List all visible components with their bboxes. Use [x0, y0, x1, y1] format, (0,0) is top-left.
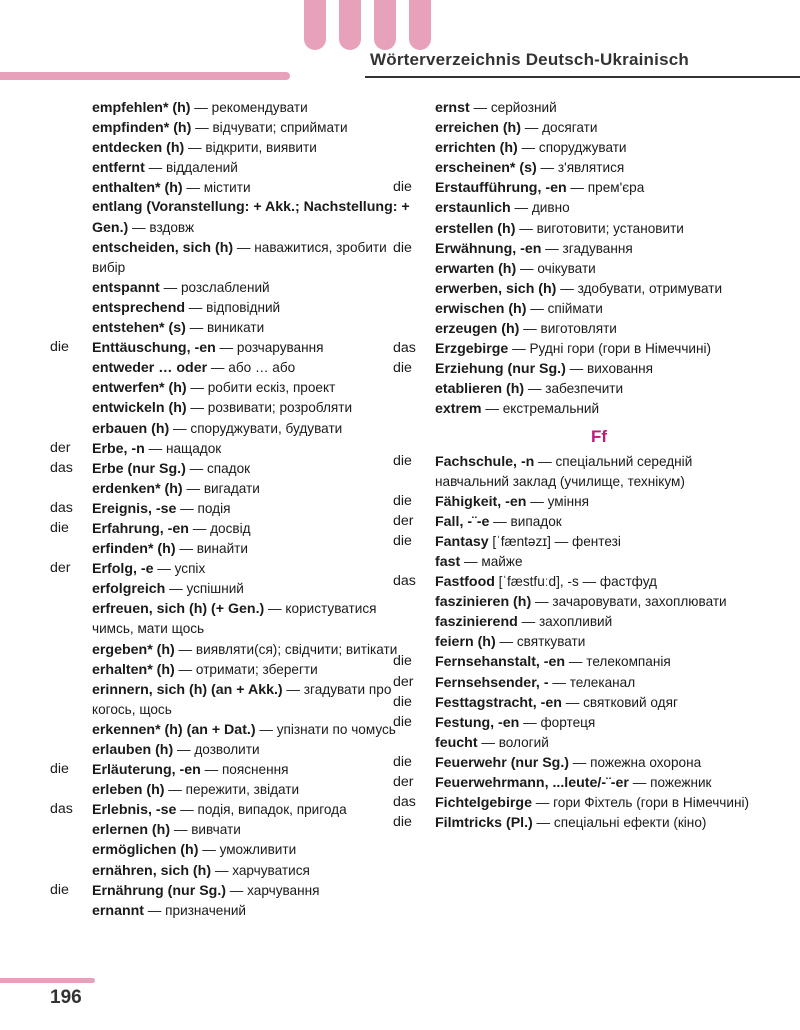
entry-term: erstellen (h): [435, 220, 516, 237]
entry-translation: — згадування: [541, 240, 633, 256]
entry-translation: — досвід: [188, 520, 251, 536]
dictionary-entry: [393, 652, 763, 672]
entry-term: Enttäuschung, -en: [92, 340, 216, 357]
dictionary-entry: [393, 158, 763, 178]
entry-translation: — уміння: [526, 493, 589, 509]
entry-translation: — телекомпанія: [565, 654, 671, 670]
header-decor-bar: [0, 72, 290, 80]
entry-term: entwickeln (h): [92, 400, 187, 417]
dictionary-entry: [50, 861, 420, 881]
entry-term: erdenken* (h): [92, 480, 183, 497]
dictionary-entry: [50, 599, 420, 639]
entry-term: enthalten* (h): [92, 180, 183, 197]
entry-term: ergeben* (h): [92, 641, 175, 658]
dictionary-entry: [393, 733, 763, 753]
dictionary-entry: [50, 740, 420, 760]
entry-term: Feuerwehrmann, ...leute/-¨-er: [435, 775, 629, 791]
dictionary-entry: [50, 539, 420, 559]
header-underline: [365, 76, 800, 78]
entry-article: die: [393, 814, 412, 831]
entry-term: Ereignis, -se: [92, 500, 177, 517]
dictionary-column-right: [393, 98, 763, 833]
dictionary-entry: [50, 378, 420, 398]
entry-term: erbauen (h): [92, 420, 170, 437]
dictionary-entry: [393, 753, 763, 773]
entry-term: Erlebnis, -se: [92, 802, 177, 819]
entry-term: Erfolg, -e: [92, 561, 154, 578]
entry-term: entstehen* (s): [92, 320, 186, 337]
entry-term: Erbe (nur Sg.): [92, 460, 186, 477]
entry-article: das: [393, 340, 416, 357]
entry-translation: — харчування: [226, 882, 320, 898]
dictionary-entry: [50, 760, 420, 780]
dictionary-entry: [393, 673, 763, 693]
entry-translation: — споруджувати: [517, 140, 627, 156]
dictionary-entry: [50, 398, 420, 418]
dictionary-entry: [393, 793, 763, 813]
entry-translation: — очікувати: [516, 260, 596, 276]
entries-letter-e: [393, 98, 763, 420]
entry-term: feiern (h): [435, 634, 496, 651]
entry-translation: — здобувати, отримувати: [556, 280, 723, 296]
entry-term: Erzgebirge: [435, 341, 509, 358]
entry-term: Erstaufführung, -en: [435, 180, 567, 197]
entry-term: erstaunlich: [435, 200, 511, 217]
entry-term: fast: [435, 553, 461, 570]
dictionary-entry: [50, 780, 420, 800]
entry-translation: — виготовляти: [519, 321, 617, 337]
entry-term: entsprechend: [92, 299, 186, 316]
entry-translation: — серйозний: [469, 100, 557, 115]
dictionary-entry: [50, 318, 420, 338]
entry-translation: — нащадок: [144, 440, 222, 456]
entry-translation: — Рудні гори (гори в Німеччині): [508, 341, 712, 357]
entry-term: erfinden* (h): [92, 541, 176, 558]
entry-translation: — телеканал: [548, 674, 636, 690]
entry-translation: — упізнати по чомусь: [255, 721, 396, 737]
entry-translation: — згадувати про когось, щось: [92, 681, 392, 717]
dictionary-entry: [393, 299, 763, 319]
dictionary-entry: [50, 840, 420, 860]
footer-decor-bar: [0, 978, 95, 983]
entry-term: erfreuen, sich (h) (+ Gen.): [92, 601, 265, 618]
entry-article: der: [393, 774, 414, 790]
entry-term: erlernen (h): [92, 822, 171, 839]
entry-term: Fernsehsender, -: [435, 674, 549, 691]
dictionary-entry: [393, 359, 763, 379]
entry-translation: — спеціальні ефекти (кіно): [532, 815, 707, 831]
dictionary-entry: [393, 572, 763, 592]
dictionary-entry: [50, 278, 420, 298]
dictionary-entry: [393, 552, 763, 572]
dictionary-entry: [393, 138, 763, 158]
entry-term: erwerben, sich (h): [435, 280, 557, 297]
dictionary-entry: [393, 773, 763, 793]
dictionary-entry: [393, 813, 763, 833]
entry-term: erzeugen (h): [435, 321, 520, 338]
entry-translation: — успіх: [153, 561, 206, 577]
dictionary-entry: [50, 640, 420, 660]
dictionary-entry: [50, 881, 420, 901]
entry-term: etablieren (h): [435, 381, 525, 398]
entry-translation: — призначений: [144, 902, 247, 918]
entry-translation: — вигадати: [182, 480, 260, 496]
dictionary-entry: [393, 259, 763, 279]
entry-article: das: [393, 573, 416, 590]
dictionary-entry: [393, 713, 763, 733]
entry-article: das: [50, 499, 73, 516]
dictionary-entry: [50, 820, 420, 840]
entry-translation: — отримати; зберегти: [174, 661, 318, 677]
entry-translation: — майже: [460, 553, 523, 569]
entry-translation: — відповідний: [185, 299, 281, 315]
entry-translation: — пожежник: [628, 775, 712, 790]
dictionary-entry: [393, 399, 763, 419]
entry-term: erleben (h): [92, 782, 165, 799]
dictionary-entry: [50, 419, 420, 439]
page-title: Wörterverzeichnis Deutsch-Ukrainisch: [370, 50, 689, 69]
entry-translation: [ˈfæstfuːd], -s — фастфуд: [494, 574, 657, 590]
dictionary-entry: [393, 379, 763, 399]
dictionary-entry: [50, 98, 420, 118]
dictionary-entry: [50, 439, 420, 459]
entry-term: Erwähnung, -en: [435, 240, 542, 257]
entry-translation: — розслаблений: [159, 279, 270, 295]
dictionary-entry: [393, 219, 763, 239]
entry-translation: — винайти: [175, 541, 248, 557]
entry-term: entfernt: [92, 160, 145, 177]
entry-term: ermöglichen (h): [92, 842, 199, 859]
entry-article: das: [393, 794, 416, 811]
dictionary-entry: [393, 198, 763, 218]
entry-term: Fall, -¨-e: [435, 513, 490, 530]
entry-translation: — святкувати: [495, 634, 586, 650]
entry-translation: — подія, випадок, пригода: [176, 802, 347, 818]
dictionary-entry: [50, 158, 420, 178]
dictionary-entry: [50, 559, 420, 579]
entry-term: Ernährung (nur Sg.): [92, 882, 226, 899]
entry-translation: — пожежна охорона: [569, 754, 702, 770]
dictionary-entry: [393, 632, 763, 652]
entry-term: Fantasy: [435, 533, 489, 550]
entry-term: Fähigkeit, -en: [435, 493, 527, 510]
entry-article: die: [50, 881, 69, 898]
entry-term: Fachschule, -n: [435, 453, 535, 470]
entry-translation: — забезпечити: [524, 381, 624, 397]
entry-translation: — споруджувати, будувати: [169, 420, 343, 436]
entry-translation: — спіймати: [526, 300, 603, 316]
dictionary-entry: [50, 459, 420, 479]
dictionary-entry: [393, 118, 763, 138]
dictionary-entry: [393, 319, 763, 339]
entry-article: die: [393, 753, 412, 770]
entry-translation: — фортеця: [519, 714, 596, 730]
entry-term: entscheiden, sich (h): [92, 239, 234, 256]
entry-translation: — гори Фіхтель (гори в Німеччині): [531, 795, 750, 811]
entry-term: entspannt: [92, 279, 160, 296]
entry-article: der: [50, 560, 71, 577]
entry-translation: — спеціальний середній навчальний заклад (училище, технікум): [435, 453, 693, 489]
entry-article: die: [393, 179, 412, 196]
dictionary-entry: [393, 612, 763, 632]
entry-translation: — виховання: [565, 361, 654, 377]
entry-translation: — робити ескіз, проект: [186, 380, 336, 396]
header-decor-stripe: [339, 0, 361, 50]
entry-translation: — користуватися чимсь, мати щось: [92, 601, 377, 637]
entry-translation: — пояснення: [200, 762, 289, 778]
entry-term: Festtagstracht, -en: [435, 694, 562, 711]
dictionary-entry: [393, 592, 763, 612]
entry-term: entlang (Voranstellung: + Akk.; Nachstellung: + Gen.): [92, 199, 410, 236]
entry-term: erhalten* (h): [92, 661, 175, 678]
entry-translation: — вологий: [477, 734, 549, 750]
dictionary-entry: [393, 492, 763, 512]
page-number: 196: [50, 987, 82, 1008]
dictionary-entry: [393, 279, 763, 299]
entry-article: die: [393, 532, 412, 549]
entry-term: Fernsehanstalt, -en: [435, 654, 566, 671]
entry-term: erwischen (h): [435, 300, 527, 317]
entry-term: erlauben (h): [92, 742, 174, 758]
entry-translation: — святковий одяг: [561, 694, 678, 710]
entry-article: der: [393, 512, 414, 529]
letter-heading: Ff: [590, 426, 608, 446]
dictionary-entry: [50, 138, 420, 158]
entry-term: empfinden* (h): [92, 120, 192, 137]
dictionary-entry: [393, 339, 763, 359]
entry-translation: — спадок: [185, 460, 251, 476]
entry-translation: — або … або: [207, 360, 296, 376]
entry-term: empfehlen* (h): [92, 100, 191, 116]
entry-term: entweder … oder: [92, 360, 208, 377]
entry-term: Erläuterung, -en: [92, 762, 201, 779]
entry-translation: — вздовж: [128, 219, 195, 235]
dictionary-entry: [393, 532, 763, 552]
entry-term: entdecken (h): [92, 140, 185, 157]
entry-article: die: [393, 239, 412, 256]
entry-term: errichten (h): [435, 140, 518, 157]
entry-term: Erbe, -n: [92, 440, 145, 457]
dictionary-entry: [50, 479, 420, 499]
entry-translation: — вивчати: [170, 822, 241, 838]
entry-translation: — харчуватися: [211, 862, 310, 878]
entry-translation: — дозволити: [173, 742, 260, 757]
dictionary-entry: [393, 693, 763, 713]
entry-term: Erziehung (nur Sg.): [435, 361, 566, 378]
entry-term: Festung, -en: [435, 714, 520, 731]
entry-article: die: [393, 452, 412, 469]
entry-term: faszinieren (h): [435, 594, 532, 611]
entry-article: das: [50, 801, 73, 818]
entry-article: das: [50, 459, 73, 476]
dictionary-entry: [50, 198, 420, 237]
entry-translation: — захопливий: [517, 614, 613, 630]
entry-translation: — досягати: [520, 120, 598, 136]
dictionary-entry: [393, 98, 763, 118]
header-decor-stripe: [409, 0, 431, 50]
entry-translation: — випадок: [489, 513, 562, 529]
dictionary-entry: [50, 499, 420, 519]
entry-article: die: [393, 693, 412, 710]
entry-translation: — виготовити; установити: [515, 220, 684, 236]
entry-term: Fichtelgebirge: [435, 795, 532, 812]
entry-translation: — розчарування: [215, 340, 324, 356]
dictionary-entry: [50, 579, 420, 599]
dictionary-entry: [50, 901, 420, 921]
entry-translation: — уможливити: [198, 842, 297, 858]
entry-translation: — пережити, звідати: [164, 782, 300, 798]
dictionary-entry: [50, 800, 420, 820]
entry-translation: — рекомендувати: [190, 100, 308, 115]
header-decor-stripe: [304, 0, 326, 50]
entry-article: die: [393, 360, 412, 377]
entry-translation: — успішний: [165, 581, 244, 597]
entry-translation: — подія: [176, 500, 231, 516]
entry-translation: — наважитися, зробити вибір: [92, 239, 387, 275]
entry-article: die: [50, 339, 69, 356]
entry-translation: — містити: [182, 180, 251, 196]
dictionary-entry: [50, 338, 420, 358]
entry-term: faszinierend: [435, 614, 518, 631]
entry-article: die: [50, 519, 69, 536]
dictionary-entry: [50, 298, 420, 318]
entry-translation: — відкрити, виявити: [184, 140, 317, 156]
entry-article: die: [50, 761, 69, 778]
entry-translation: — відчувати; сприймати: [191, 120, 348, 136]
entry-translation: — дивно: [510, 200, 570, 216]
dictionary-entry: [393, 178, 763, 198]
dictionary-entry: [50, 660, 420, 680]
entry-term: Filmtricks (Pl.): [435, 815, 533, 832]
entry-term: ernähren, sich (h): [92, 862, 212, 879]
entry-translation: — прем'єра: [566, 180, 645, 196]
dictionary-entry: [393, 239, 763, 259]
dictionary-column-left: [50, 98, 420, 921]
entry-article: der: [50, 439, 71, 456]
entry-translation: — зачаровувати, захоплювати: [531, 594, 727, 610]
entry-term: extrem: [435, 401, 482, 418]
dictionary-entry: [50, 519, 420, 539]
dictionary-entry: [50, 358, 420, 378]
entry-term: feucht: [435, 734, 478, 751]
entry-translation: — виявляти(ся); свідчити; витікати: [174, 641, 398, 657]
entry-translation: [ˈfæntəzɪ] — фентезі: [488, 533, 621, 549]
entry-translation: — віддалений: [144, 160, 238, 176]
entries-letter-f: [393, 452, 763, 834]
entry-article: die: [393, 492, 412, 509]
dictionary-entry: [393, 512, 763, 532]
entry-article: die: [393, 713, 412, 730]
entry-term: erreichen (h): [435, 120, 521, 137]
entry-translation: — виникати: [185, 320, 265, 336]
entry-term: erinnern, sich (h) (an + Akk.): [92, 681, 283, 698]
entry-term: entwerfen* (h): [92, 380, 187, 397]
entry-term: erscheinen* (s): [435, 160, 537, 177]
entry-translation: — з'являтися: [536, 160, 625, 176]
entry-term: Erfahrung, -en: [92, 520, 189, 537]
entry-term: Feuerwehr (nur Sg.): [435, 754, 570, 771]
entry-term: erfolgreich: [92, 581, 166, 598]
entry-term: Fastfood: [435, 574, 495, 591]
dictionary-entry: [50, 178, 420, 198]
entry-term: erkennen* (h) (an + Dat.): [92, 721, 256, 738]
dictionary-entry: [50, 680, 420, 720]
entry-term: ernannt: [92, 902, 145, 919]
entry-term: erwarten (h): [435, 260, 517, 277]
entry-translation: — розвивати; розробляти: [186, 400, 353, 416]
entry-article: die: [393, 653, 412, 670]
dictionary-entry: [50, 238, 420, 278]
entry-term: ernst: [435, 100, 470, 116]
entry-translation: — екстремальний: [481, 401, 600, 417]
dictionary-entry: [50, 118, 420, 138]
dictionary-entry: [50, 720, 420, 740]
dictionary-entry: [393, 452, 763, 492]
entry-article: der: [393, 673, 414, 690]
header-decor-stripe: [374, 0, 396, 50]
